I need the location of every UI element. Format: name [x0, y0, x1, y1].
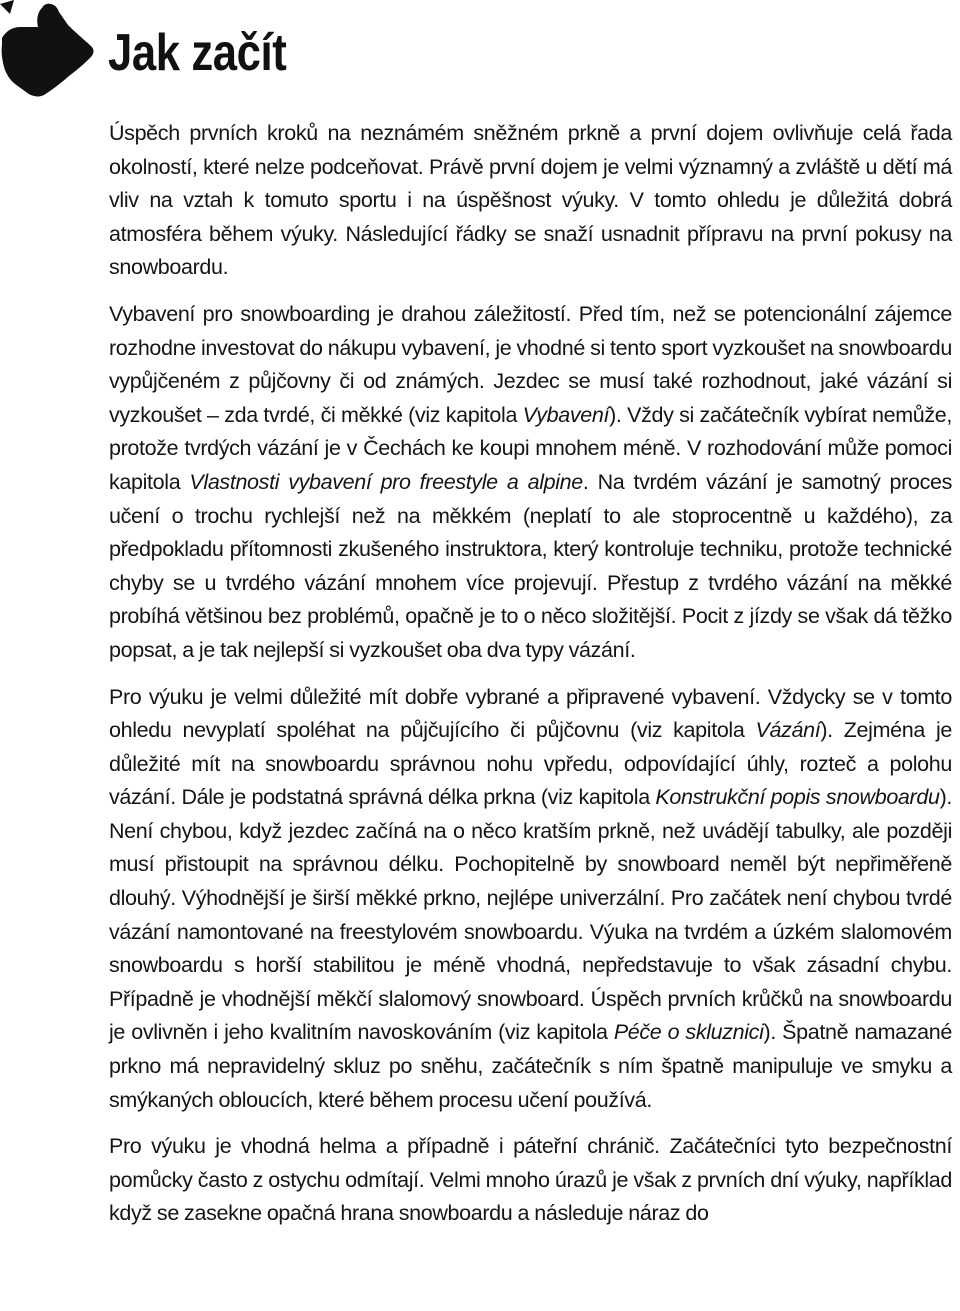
text-run: ). Zejména je důležité mít na snowboardu správnou nohu vpředu, odpovídající úhly, rozteč a polohu vázání. Dále je podstatná správná délka prkna (viz kapitola: [109, 718, 953, 810]
text-run: ). Špatně namazané prkno má nepravidelný skluz po sněhu, začátečník s ním špatně manipuluje ve smyku a smýkaných obloucích, které během procesu učení používá.: [109, 1020, 952, 1112]
pointing-hand-icon: [0, 0, 96, 98]
text-run: Pro výuku je velmi důležité mít dobře vybrané a připravené vybavení. Vždycky se v tomto ohledu nevyplatí spoléhat na půjčujícího či půjčovnu (viz kapitola: [109, 684, 952, 743]
text-run: Úspěch prvních kroků na neznámém sněžném prkně a první dojem ovlivňuje celá řada okolností, které nelze podceňovat. Právě první dojem je velmi významný a zvláště u dětí má vliv na vztah k tomuto sportu i na úspěšnost výuky. V tomto ohledu je důležitá dobrá atmosféra během výuky. Následující řádky se snaží usnadnit přípravu na první pokusy na snowboardu.: [109, 121, 952, 280]
chapter-reference: Péče o skluznici: [613, 1020, 764, 1045]
text-run: . Na tvrdém vázání je samotný proces učení o trochu rychlejší než na měkkém (neplatí to ale stoprocentně u každého), za předpokladu přítomnosti zkušeného instruktora, který kontroluje techniku, protože technické chyby se u tvrdého vázání mnohem více projevují. Přestup z tvrdého vázání na měkké probíhá většinou bez problémů, opačně je to o něco složitější. Pocit z jízdy se však dá těžko popsat, a je tak nejlepší si vyzkoušet oba dva typy vázání.: [109, 469, 952, 662]
paragraph-intro: [109, 117, 952, 285]
paragraph-setup: [109, 681, 952, 1118]
chapter-reference: Vlastnosti vybavení pro freestyle a alpine: [189, 469, 583, 494]
text-run: Vybavení pro snowboarding je drahou záležitostí. Před tím, než se potencionální zájemce rozhodne investovat do nákupu vybavení, je vhodné si tento sport vyzkoušet na snowboardu vypůjčeném z půjčovny či od známých. Jezdec se musí také rozhodnout, jaké vázání si vyzkoušet – zda tvrdé, či měkké (viz kapitola: [109, 301, 952, 427]
page-title: Jak začít: [108, 24, 287, 82]
chapter-reference: Vybavení: [522, 402, 610, 427]
article-body: [109, 117, 952, 1231]
text-run: Pro výuku je vhodná helma a případně i páteřní chránič. Začátečníci tyto bezpečnostní pomůcky často z ostychu odmítají. Velmi mnoho úrazů je však z prvních dní výuky, například když se zasekne opačná hrana snowboardu a následuje náraz do: [109, 1134, 952, 1226]
paragraph-equipment: [109, 298, 952, 668]
chapter-reference: Vázání: [755, 718, 821, 743]
chapter-reference: Konstrukční popis snowboardu: [655, 785, 940, 810]
text-run: ). Vždy si začátečník vybírat nemůže, protože tvrdých vázání je v Čechách ke koupi mnohem méně. V rozhodování může pomoci kapitola: [109, 402, 952, 494]
paragraph-safety: [109, 1130, 952, 1231]
text-run: ). Není chybou, když jezdec začíná na o něco kratším prkně, než uvádějí tabulky, ale později musí přistoupit na správnou délku. Pochopitelně by snowboard neměl být nepřiměřeně dlouhý. Výhodnější je širší měkké prkno, nejlépe univerzální. Pro začátek není chybou tvrdé vázání namontované na freestylovém snowboardu. Výuka na tvrdém a úzkém slalomovém snowboardu s horší stabilitou je méně vhodná, nepředstavuje to však zásadní chybu. Případně je vhodnější měkčí slalomový snowboard. Úspěch prvních krůčků na snowboardu je ovlivněn i jeho kvalitním navoskováním (viz kapitola: [109, 785, 952, 1045]
